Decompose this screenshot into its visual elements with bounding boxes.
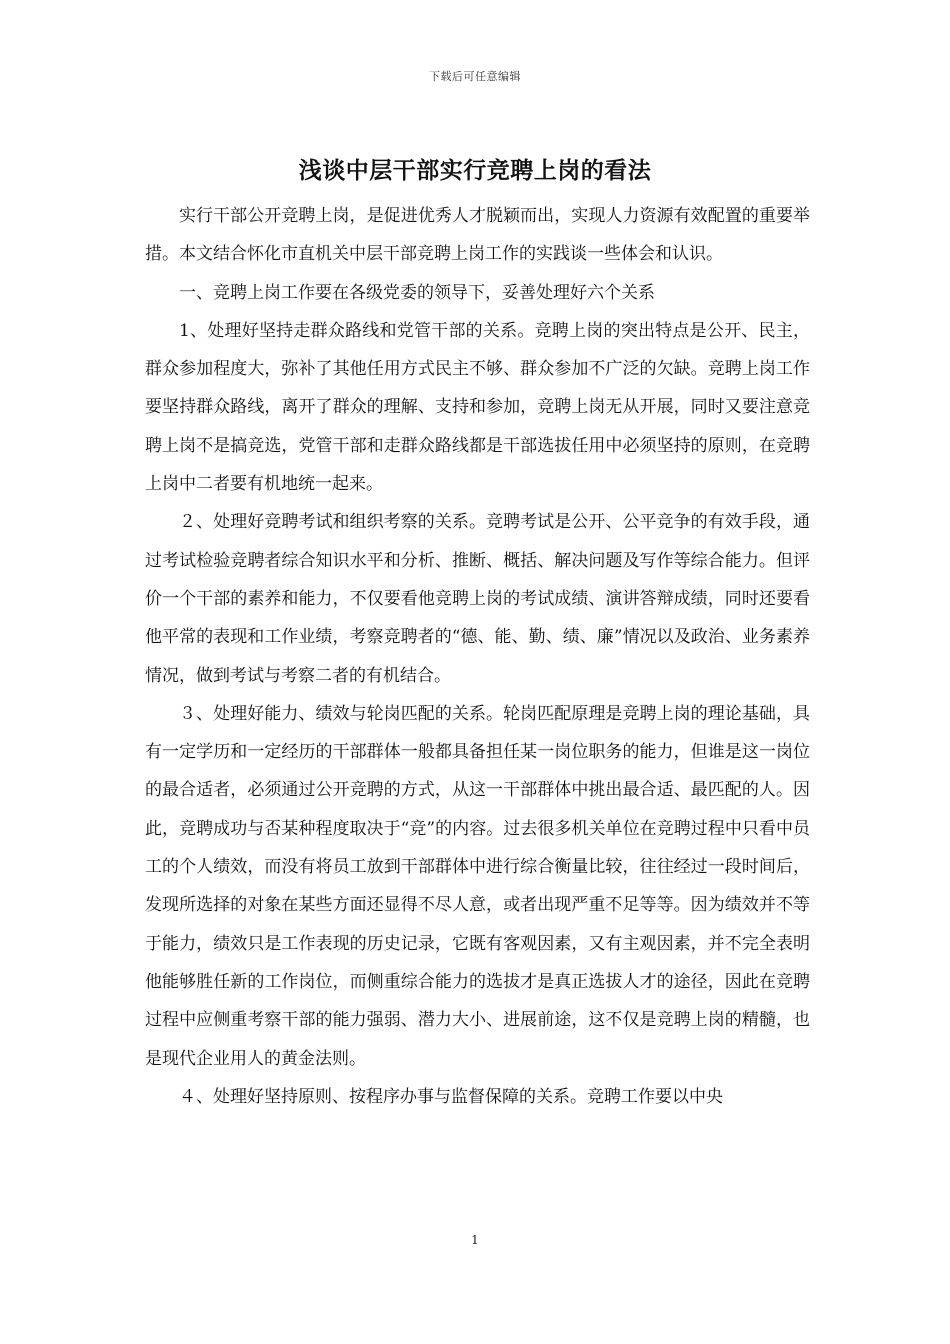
document-title: 浅谈中层干部实行竞聘上岗的看法 [298,157,652,184]
header-note: 下载后可任意编辑 [429,70,521,83]
paragraph-point-1: 1、处理好坚持走群众路线和党管干部的关系。竞聘上岗的突出特点是公开、民主，群众参加程度大，弥补了其他任用方式民主不够、群众参加不广泛的欠缺。竞聘上岗工作要坚持群众路线，离开了群众的理解、支持和参加，竞聘上岗无从开展，同时又要注意竞聘上岗不是搞竞选，党管干部和走群众路线都是干部选拔任用中必须坚持的原则，在竞聘上岗中二者要有机地统一起来。 [145,320,810,495]
paragraph-point-4: ４、处理好坚持原则、按程序办事与监督保障的关系。竞聘工作要以中央 [179,1086,723,1107]
document-body [145,197,810,1116]
paragraph-intro: 实行干部公开竞聘上岗，是促进优秀人才脱颖而出，实现人力资源有效配置的重要举措。本文结合怀化市直机关中层干部竞聘上岗工作的实践谈一些体会和认识。 [145,206,810,265]
paragraph-point-3: ３、处理好能力、绩效与轮岗匹配的关系。轮岗匹配原理是竞聘上岗的理论基础，具有一定学历和一定经历的干部群体一般都具备担任某一岗位职务的能力，但谁是这一岗位的最合适者，必须通过公开竞聘的方式，从这一干部群体中挑出最合适、最匹配的人。因此，竞聘成功与否某种程度取决于“竞”的内容。过去很多机关单位在竞聘过程中只看中员工的个人绩效，而没有将员工放到干部群体中进行综合衡量比较，往往经过一段时间后，发现所选择的对象在某些方面还显得不尽人意，或者出现严重不足等等。因为绩效并不等于能力，绩效只是工作表现的历史记录，它既有客观因素，又有主观因素，并不完全表明他能够胜任新的工作岗位，而侧重综合能力的选拔才是真正选拔人才的途径，因此在竞聘过程中应侧重考察干部的能力强弱、潜力大小、进展前途，这不仅是竞聘上岗的精髓，也是现代企业用人的黄金法则。 [145,703,810,1069]
paragraph-section-heading: 一、竞聘上岗工作要在各级党委的领导下，妥善处理好六个关系 [179,282,655,303]
page-number: 1 [471,1233,479,1247]
paragraph-point-2: ２、处理好竞聘考试和组织考察的关系。竞聘考试是公开、公平竞争的有效手段，通过考试检验竞聘者综合知识水平和分析、推断、概括、解决问题及写作等综合能力。但评价一个干部的素养和能力，不仅要看他竞聘上岗的考试成绩、演讲答辩成绩，同时还要看他平常的表现和工作业绩，考察竞聘者的“德、能、勤、绩、廉”情况以及政治、业务素养情况，做到考试与考察二者的有机结合。 [145,512,810,686]
